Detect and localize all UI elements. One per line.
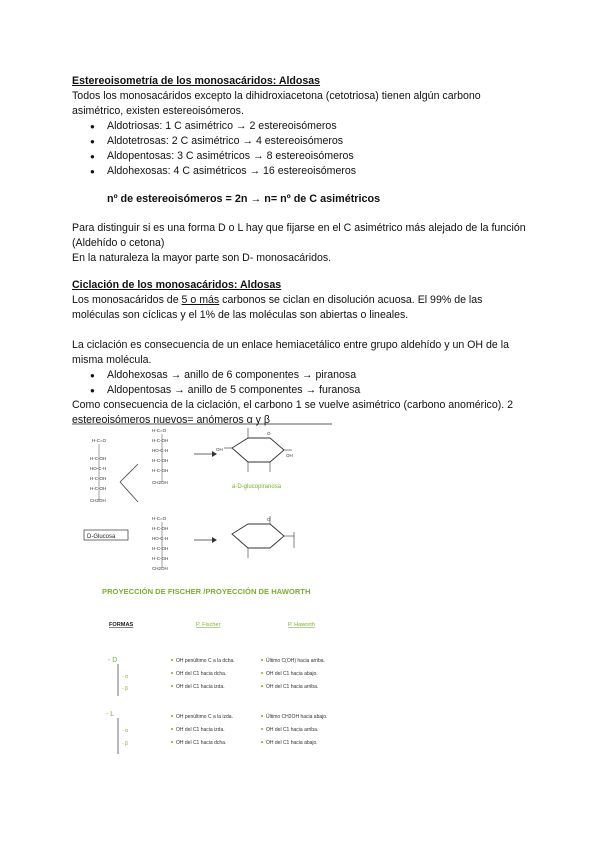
paragraph: En la naturaleza la mayor parte son D- monosacáridos.	[72, 252, 332, 264]
label: OH	[286, 453, 293, 458]
label: H-C-OH	[90, 476, 107, 481]
paragraph: La ciclación es consecuencia de un enlace hemiacetálico entre grupo aldehído y un OH de la misma molécula.	[72, 339, 509, 366]
label: H-C=O	[152, 428, 167, 433]
text-span: Los monosacáridos de	[72, 294, 182, 306]
underlined-text: 5 o más	[181, 294, 220, 306]
fischer-cell: OH del C1 hacia izda.	[176, 684, 225, 690]
projection-table	[72, 582, 372, 767]
haworth-cell: OH del C1 hacia abajo.	[266, 740, 318, 746]
haworth-ring-lower	[232, 516, 294, 558]
haworth-cell: Último CH2OH hacia abajo.	[266, 714, 328, 720]
list-item: ● Aldopentosas: 3 C asimétricos → 8 estereoisómeros	[107, 149, 532, 164]
fischer-cell: OH del C1 hacia izda.	[176, 727, 225, 733]
label: H-C=O	[92, 438, 107, 443]
list-item: ● Aldopentosas → anillo de 5 componentes → furanosa	[107, 383, 532, 398]
table-title: PROYECCIÓN DE FISCHER /PROYECCIÓN DE HAWORTH	[102, 587, 311, 596]
label: HO-C-H	[152, 536, 169, 541]
paragraph: Todos los monosacáridos excepto la dihidroxiacetona (cetotriosa) tienen algún carbono asimétrico, existen estereoisómeros.	[72, 90, 481, 117]
formula: nº de estereoisómeros = 2n → n= nº de C asimétricos	[107, 193, 381, 205]
haworth-cell: OH del C1 hacia arriba.	[266, 684, 319, 690]
label: CH2OH	[152, 480, 168, 485]
label: CH2OH	[152, 566, 168, 571]
list-item: ● Aldotriosas: 1 C asimétrico → 2 estereoisómeros	[107, 119, 532, 134]
section-title: Estereoisometría de los monosacáridos: Aldosas	[72, 75, 321, 87]
fischer-cell: OH penúltimo C a la izda.	[176, 714, 233, 720]
ring-oxygen: O	[267, 431, 271, 436]
label: OH	[216, 447, 223, 452]
label: H-C-OH	[90, 456, 107, 461]
section-estereoisometria	[72, 74, 532, 266]
label: HO-C-H	[90, 466, 107, 471]
bullet-list	[72, 368, 532, 398]
paragraph: Para distinguir si es una forma D o L hay que fijarse en el C asimétrico más alejado de la función (Aldehído o cetona)	[72, 222, 526, 249]
label-l: - L	[106, 711, 115, 718]
label: H-C-OH	[152, 458, 169, 463]
label: H-C-OH	[90, 486, 107, 491]
haworth-cell: Último C(OH) hacia arriba.	[266, 658, 325, 664]
linear-glucose	[90, 438, 107, 503]
caption-green: a-D-glucopiranosa	[232, 484, 282, 490]
label: H-C-OH	[152, 468, 169, 473]
label: H-C=O	[152, 516, 167, 521]
header-fischer: P. Fischer	[196, 622, 221, 628]
cyclization-diagram	[72, 422, 332, 572]
label-alpha: - α	[122, 728, 128, 734]
fischer-cell: OH del C1 hacia dcha.	[176, 671, 227, 677]
fischer-lower	[152, 516, 168, 571]
header-formas: FORMAS	[109, 622, 134, 628]
caption-d-glucose: D-Glucosa	[87, 534, 116, 540]
fischer-cell: OH del C1 hacia dcha.	[176, 740, 227, 746]
paragraph	[72, 293, 532, 323]
label-beta: - β	[122, 686, 128, 692]
label: H-C-OH	[152, 438, 169, 443]
ring-oxygen: O	[267, 517, 271, 522]
label-alpha: - α	[122, 674, 128, 680]
label: CH2OH	[90, 498, 106, 503]
bullet-list	[72, 119, 532, 179]
list-item: ● Aldotetrosas: 2 C asimétrico → 4 estereoisómeros	[107, 134, 532, 149]
header-haworth: P. Haworth	[288, 622, 315, 628]
label-d: - D	[108, 657, 118, 664]
list-item: ● Aldohexosas: 4 C asimétricos → 16 estereoisómeros	[107, 164, 532, 179]
label-beta: - β	[122, 741, 128, 747]
haworth-ring-upper	[216, 428, 293, 490]
list-item: ● Aldohexosas → anillo de 6 componentes → piranosa	[107, 368, 532, 383]
label: H-C-OH	[152, 526, 169, 531]
table-svg	[72, 582, 372, 767]
haworth-cell: OH del C1 hacia arriba.	[266, 727, 319, 733]
label: HO-C-H	[152, 448, 169, 453]
group-l	[106, 711, 327, 754]
section-ciclacion	[72, 278, 532, 428]
fischer-cell: OH penúltimo C a la dcha.	[176, 658, 235, 664]
group-d	[108, 657, 325, 696]
paragraph: Como consecuencia de la ciclación, el carbono 1 se vuelve asimétrico (carbono anomérico). 2 estereoisómeros nuevos= anómeros α y β	[72, 399, 514, 426]
section-title: Ciclación de los monosacáridos: Aldosas	[72, 279, 282, 291]
label: H-C-OH	[152, 556, 169, 561]
text-span: carbonos se ciclan en disolución acuosa. El 99% de las moléculas son cíclicas y el 1% de las moléculas son abiertas o lineales.	[72, 294, 483, 321]
label: H-C-OH	[152, 546, 169, 551]
fischer-upper	[152, 428, 168, 485]
haworth-cell: OH del C1 hacia abajo.	[266, 671, 318, 677]
